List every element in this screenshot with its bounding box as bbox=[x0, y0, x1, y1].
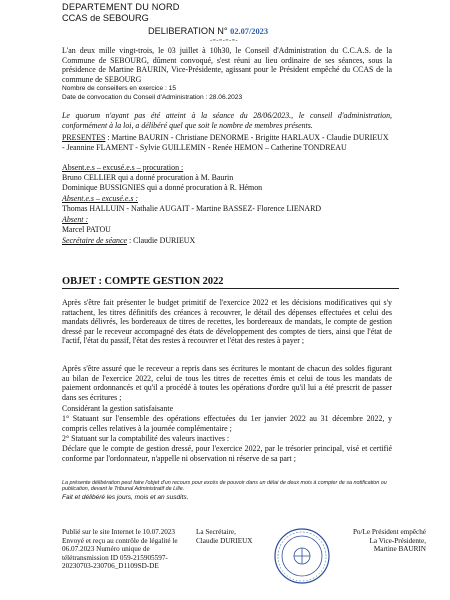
department-header: DEPARTEMENT DU NORD bbox=[62, 2, 180, 12]
deliberation-title bbox=[148, 26, 268, 36]
president-signature bbox=[326, 528, 426, 554]
objet-title: OBJET : COMPTE GESTION 2022 bbox=[62, 276, 224, 287]
convocation-date: Date de convocation du Conseil d'Administration : 28.06.2023 bbox=[62, 94, 243, 101]
secretaire-title: La Secrétaire, bbox=[196, 528, 236, 536]
secretaire-name: : Claudie DURIEUX bbox=[127, 236, 196, 245]
ccas-header: CCAS de SEBOURG bbox=[62, 13, 149, 23]
procuration-label: Absent.e.s – excusé.e.s – procuration : bbox=[62, 163, 184, 172]
president-name: Martine BAURIN bbox=[373, 545, 426, 554]
objet-underline bbox=[62, 288, 399, 289]
ccas-stamp-seal bbox=[272, 526, 332, 586]
recours-note: La présente délibération peut faire l'objet d'un recours pour excès de pouvoir dans un délai de deux mois à compter de sa notification ou publication, devant le Tribunal Administratif de Lille. bbox=[62, 480, 387, 493]
absent-name: Marcel PATOU bbox=[62, 225, 111, 234]
secretaire-signature bbox=[196, 528, 253, 545]
absent-label: Absent : bbox=[62, 215, 89, 224]
presents-label: PRESENTES bbox=[62, 133, 106, 142]
intro-paragraph: L'an deux mille vingt-trois, le 03 juillet à 10h30, le Conseil d'Administration du C.C.A.S. de la Commune de SEBOURG, dûment convoqué, s'est réuni au lieu ordinaire de ses séances, sous la présidence de Martine BAURIN, Vice-Présidente, agissant pour le Président empêché du CCAS de la commune de SEBOURG bbox=[62, 46, 392, 84]
procuration-line-2: Dominique BUSSIGNIES qui a donné procuration à R. Hémon bbox=[62, 183, 263, 192]
body-paragraph-4: 1° Statuant sur l'ensemble des opérations effectuées du 1er janvier 2022 au 31 décembre 2022, y compris celles relatives à la journée complémentaire ; bbox=[62, 414, 392, 433]
presents-block bbox=[62, 133, 392, 152]
deliberation-prefix: DELIBERATION N° bbox=[148, 26, 228, 36]
publication-info: Publié sur le site Internet le 10.07.2023 Envoyé et reçu au contrôle de légalité le 06.07.2023 Numéro unique de télétransmission ID 059-215905597-20230703-230706_D1109SD-DE bbox=[62, 528, 178, 571]
body-paragraph-5: 2° Statuant sur la comptabilité des valeurs inactives : bbox=[62, 434, 230, 443]
excuses-label: Absent.e.s – excusé.e.s : bbox=[62, 194, 139, 203]
fait-delibere: Fait et délibéré les jours, mois et an susdits. bbox=[62, 494, 189, 501]
secretaire-label: Secrétaire de séance bbox=[62, 236, 127, 245]
president-title: Po/Le Président empêché bbox=[352, 528, 426, 536]
excuses-names: Thomas HALLUIN - Nathalie AUGAIT - Martine BASSEZ- Florence LIENARD bbox=[62, 204, 322, 213]
body-paragraph-1: Après s'être fait présenter le budget primitif de l'exercice 2022 et les décisions modificatives qui s'y rattachent, les titres définitifs des créances à recouvrer, le détail des dépenses effectuées et celui des mandats délivrés, les bordereaux de titres de recettes, les bordereaux de mandats, le compte de gestion dressé par le receveur accompagné des états de développement des comptes de tiers, ainsi que l'état de l'actif, l'état du passif, l'état des restes à recouvrer et l'état des restes à payer ; bbox=[62, 298, 392, 346]
president-role: La Vice-Présidente, bbox=[369, 536, 426, 545]
procuration-line-1: Bruno CELLIER qui a donné procuration à M. Baurin bbox=[62, 173, 234, 182]
body-paragraph-2: Après s'être assuré que le receveur a repris dans ses écritures le montant de chacun des soldes figurant au bilan de l'exercice 2022, celui de tous les titres de recettes émis et celui de tous les mandats de paiement ordonnancés et qu'il a procédé à toutes les opérations d'ordre qu'il lui a été prescrit de passer dans ses écritures ; bbox=[62, 364, 392, 402]
body-paragraph-6: Déclare que le compte de gestion dressé, pour l'exercice 2022, par le trésorier principal, visé et certifié conforme par l'ordonnateur, n'appelle ni observation ni réserve de sa part ; bbox=[62, 444, 392, 463]
presents-names: : Martine BAURIN - Christiane DENORME - Brigitte HARLAUX - Claudie DURIEUX - Jeannine FLAMENT - Sylvie GUILLEMIN - Renée HEMON – Catherine TONDREAU bbox=[62, 133, 389, 152]
body-paragraph-3: Considérant la gestion satisfaisante bbox=[62, 404, 174, 413]
secretaire-signature-name: Claudie DURIEUX bbox=[196, 536, 253, 545]
separator: -=-=-=-=- bbox=[210, 38, 239, 44]
quorum-paragraph: Le quorum n'ayant pas été atteint à la séance du 28/06/2023., le conseil d'administration, conformément à la loi, a délibéré quel que soit le nombre de membres présents. bbox=[62, 111, 392, 130]
members-count: Nombre de conseillers en exercice : 15 bbox=[62, 85, 176, 92]
secretaire-block bbox=[62, 236, 392, 246]
deliberation-number: 02.07/2023 bbox=[230, 27, 269, 36]
